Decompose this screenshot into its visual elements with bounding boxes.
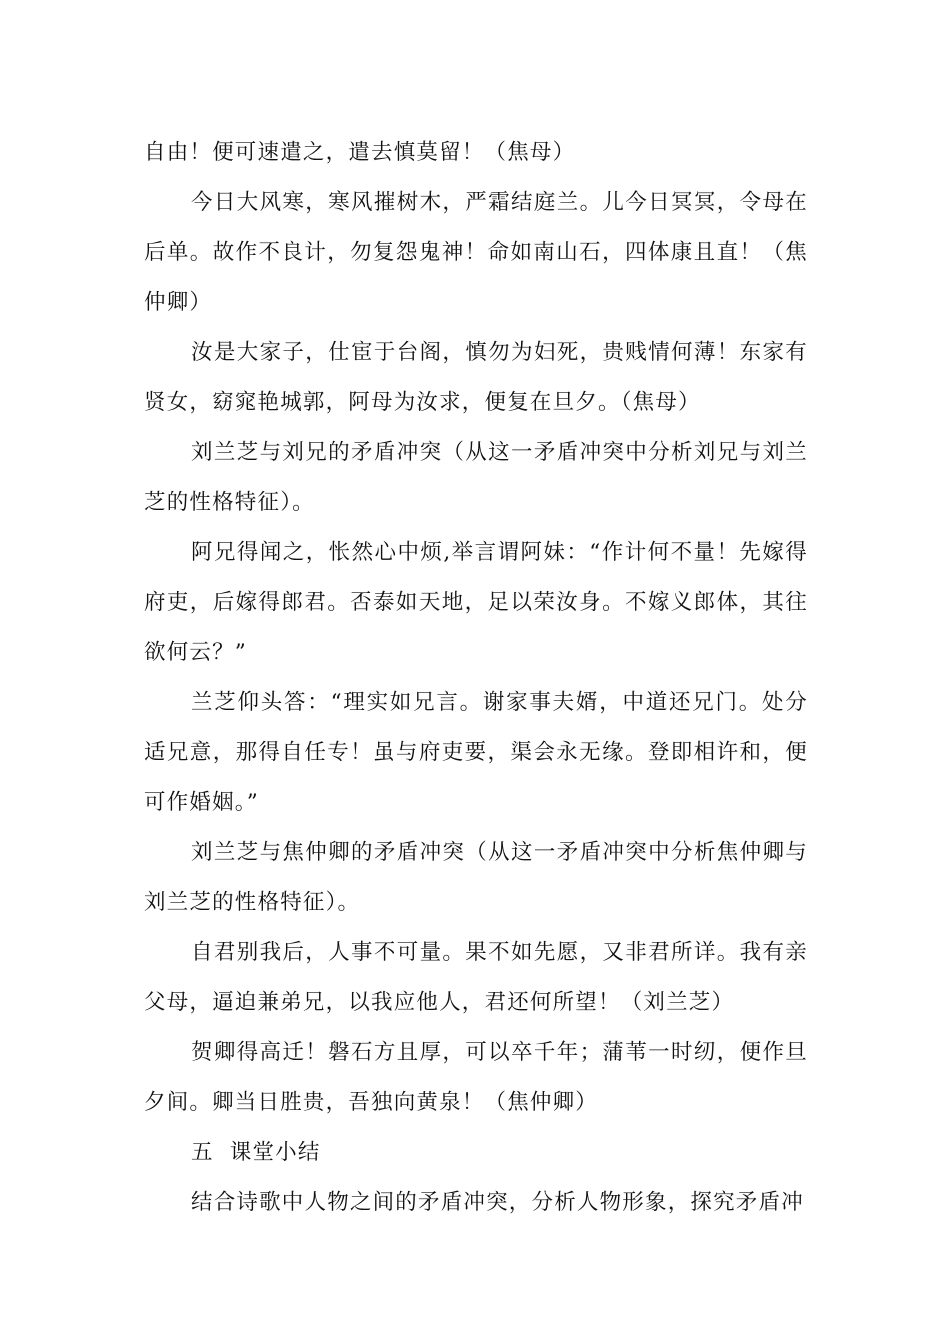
paragraph-quote-jiao-zhongqing-2: 贺卿得高迁！磐石方且厚，可以卒千年；蒲苇一时纫，便作旦夕间。卿当日胜贵，吾独向黄泉！（焦仲卿） [144, 1040, 808, 1115]
paragraph-quote-liu-lanzhi: 自君别我后，人事不可量。果不如先愿，又非君所详。我有亲父母，逼迫兼弟兄，以我应他人，君还何所望！（刘兰芝） [144, 940, 808, 1015]
document-body [144, 128, 808, 1228]
paragraph-continuation: 自由！便可速遣之，遣去慎莫留！（焦母） [144, 140, 576, 165]
section-heading-summary: 五 课堂小结 [191, 1140, 321, 1165]
paragraph-quote-jiao-zhongqing: 今日大风寒，寒风摧树木，严霜结庭兰。儿今日冥冥，令母在后单。故作不良计，勿复怨鬼神！命如南山石，四体康且直！（焦仲卿） [144, 190, 808, 315]
paragraph-conflict-liu-brother: 刘兰芝与刘兄的矛盾冲突（从这一矛盾冲突中分析刘兄与刘兰芝的性格特征）。 [144, 440, 808, 515]
paragraph-quote-jiao-mu: 汝是大家子，仕宦于台阁，慎勿为妇死，贵贱情何薄！东家有贤女，窈窕艳城郭，阿母为汝求，便复在旦夕。（焦母） [144, 340, 808, 415]
paragraph-conflict-jiao-zhongqing: 刘兰芝与焦仲卿的矛盾冲突（从这一矛盾冲突中分析焦仲卿与刘兰芝的性格特征）。 [144, 840, 808, 915]
paragraph-summary: 结合诗歌中人物之间的矛盾冲突，分析人物形象，探究矛盾冲 [191, 1190, 804, 1215]
paragraph-quote-brother: 阿兄得闻之，怅然心中烦,举言谓阿妹：“作计何不量！先嫁得府吏，后嫁得郎君。否泰如天地，足以荣汝身。不嫁义郎体，其往欲何云？” [144, 540, 808, 665]
paragraph-quote-lanzhi-reply: 兰芝仰头答：“理实如兄言。谢家事夫婿，中道还兄门。处分适兄意，那得自任专！虽与府吏要，渠会永无缘。登即相许和，便可作婚姻。” [144, 690, 808, 815]
